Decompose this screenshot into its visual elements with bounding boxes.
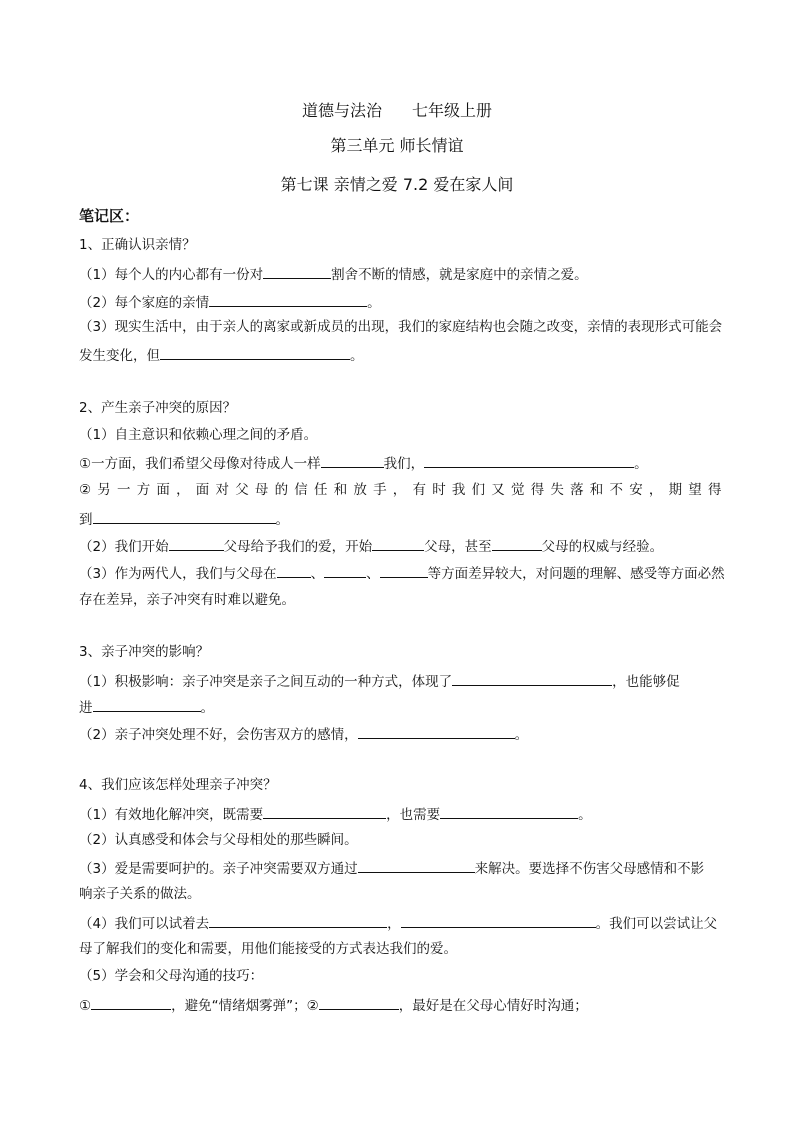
fill-blank[interactable] [209,291,367,307]
fill-blank[interactable] [440,803,578,819]
fill-blank[interactable] [169,535,224,551]
fill-blank[interactable] [91,994,171,1010]
fill-blank[interactable] [93,508,276,524]
fill-blank[interactable] [372,535,424,551]
question-2-sub-2: ②另一方面，面对父母的信任和放手，有时我们又觉得失落和不安，期望得 [79,482,728,498]
question-3-title: 3、亲子冲突的影响？ [79,644,210,660]
question-4-item-3: （3）爱是需要呵护的。亲子冲突需要双方通过 来解决。要选择不伤害父母感情和不影 [79,857,739,879]
question-2-item-3-cont: 存在差异，亲子冲突有时难以避免。 [79,592,295,608]
fill-blank[interactable] [424,452,634,468]
fill-blank[interactable] [93,696,201,712]
grade-label: 七年级上册 [412,101,493,120]
question-1-item-3-cont: 发生变化，但 。 [79,344,739,366]
question-4-item-4: （4）我们可以试着去 ， 。我们可以尝试让父 [79,912,739,934]
question-4-title: 4、我们应该怎样处理亲子冲突？ [79,777,277,793]
question-1-title: 1、正确认识亲情？ [79,237,196,253]
question-3-item-1-cont: 进 。 [79,696,739,718]
fill-blank[interactable] [358,723,515,739]
lesson-title: 第七课 亲情之爱 7.2 爱在家人间 [280,175,514,194]
fill-blank[interactable] [277,562,311,578]
question-4-item-4-cont: 母了解我们的变化和需要，用他们能接受的方式表达我们的爱。 [79,941,457,957]
question-2-item-3: （3）作为两代人，我们与父母在 、 、 等方面差异较大，对问题的理解、感受等方面必然 [79,562,739,584]
question-4-item-2: （2）认真感受和体会与父母相处的那些瞬间。 [79,832,358,848]
question-4-item-3-cont: 响亲子关系的做法。 [79,886,201,902]
notes-label: 笔记区： [79,207,140,225]
question-2-title: 2、产生亲子冲突的原因？ [79,400,237,416]
unit-title: 第三单元 师长情谊 [330,136,464,155]
fill-blank[interactable] [401,912,596,928]
fill-blank[interactable] [358,857,475,873]
question-3-item-2: （2）亲子冲突处理不好，会伤害双方的感情， 。 [79,723,739,745]
question-2-item-1: （1）自主意识和依赖心理之间的矛盾。 [79,427,318,443]
question-4-item-1: （1）有效地化解冲突，既需要 ，也需要 。 [79,803,739,825]
fill-blank[interactable] [380,562,428,578]
question-1-item-3: （3）现实生活中，由于亲人的离家或新成员的出现，我们的家庭结构也会随之改变，亲情的表现形式可能会 [79,319,723,335]
question-2-sub-1: ①一方面，我们希望父母像对待成人一样 我们， 。 [79,452,739,474]
fill-blank[interactable] [263,263,331,279]
fill-blank[interactable] [160,344,350,360]
question-1-item-1: （1）每个人的内心都有一份对 割舍不断的情感，就是家庭中的亲情之爱。 [79,263,739,285]
fill-blank[interactable] [319,994,399,1010]
fill-blank[interactable] [263,803,386,819]
fill-blank[interactable] [492,535,542,551]
question-2-sub-2-cont: 到 。 [79,508,739,530]
question-2-item-2: （2）我们开始 父母给予我们的爱，开始 父母，甚至 父母的权威与经验。 [79,535,739,557]
fill-blank[interactable] [452,670,612,686]
question-1-item-2: （2）每个家庭的亲情 。 [79,291,739,313]
fill-blank[interactable] [321,452,384,468]
course-title [0,98,794,121]
fill-blank[interactable] [209,912,387,928]
fill-blank[interactable] [324,562,366,578]
question-4-item-5: （5）学会和父母沟通的技巧： [79,968,264,984]
subject-label: 道德与法治 [301,101,382,120]
question-4-item-5-sub: ① ，避免“情绪烟雾弹”；② ，最好是在父母心情好时沟通； [79,994,739,1016]
question-3-item-1: （1）积极影响：亲子冲突是亲子之间互动的一种方式，体现了 ，也能够促 [79,670,739,692]
